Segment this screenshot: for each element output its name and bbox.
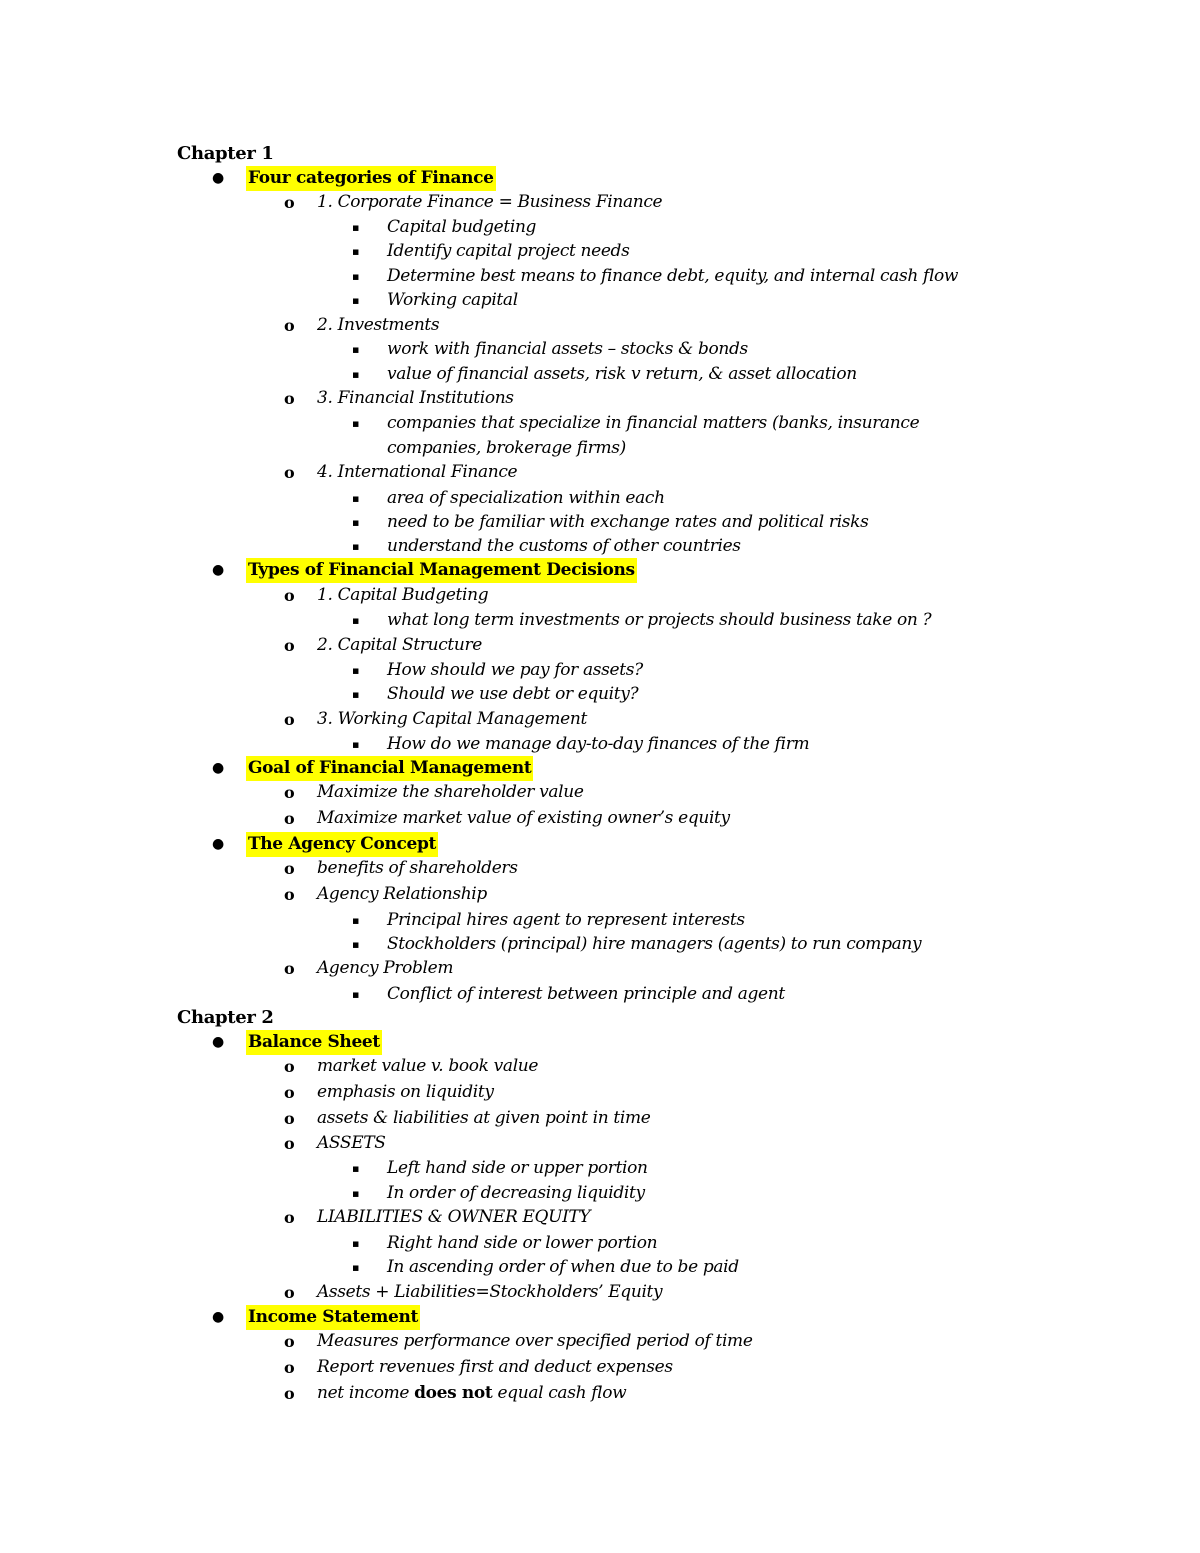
sub-item-text: In order of decreasing liquidity <box>387 1183 645 1203</box>
bullet-icon: ▪ <box>352 245 360 258</box>
list-item-text: 4. International Finance <box>317 462 518 482</box>
sub-item-text: How should we pay for assets? <box>387 660 643 680</box>
sub-item-text: How do we manage day-to-day finances of the firm <box>387 734 810 754</box>
bullet-icon: ● <box>212 1309 224 1325</box>
sub-item-text: Identify capital project needs <box>387 241 630 261</box>
sub-item-text: Conflict of interest between principle and agent <box>387 984 785 1004</box>
bullet-icon: o <box>284 463 295 482</box>
bullet-icon: ● <box>212 836 224 852</box>
sub-item-text: area of specialization within each <box>387 488 665 508</box>
bullet-icon: o <box>284 636 295 655</box>
sub-item-text: understand the customs of other countries <box>387 536 741 556</box>
sub-item-text: Right hand side or lower portion <box>387 1233 658 1253</box>
bullet-icon: ● <box>212 562 224 578</box>
bullet-icon: o <box>284 389 295 408</box>
bullet-icon: ▪ <box>352 540 360 553</box>
sub-item-text: value of financial assets, risk v return, & asset allocation <box>387 364 857 384</box>
bullet-icon: o <box>284 1057 295 1076</box>
last-item-part3: equal cash flow <box>492 1383 627 1403</box>
bullet-icon: o <box>284 885 295 904</box>
list-item-text: Report revenues first and deduct expenses <box>317 1357 673 1377</box>
sub-item-text: Determine best means to finance debt, equity, and internal cash flow <box>387 266 959 286</box>
list-item-text: 1. Capital Budgeting <box>317 585 489 605</box>
bullet-icon: ▪ <box>352 516 360 529</box>
sub-item-text: Stockholders (principal) hire managers (agents) to run company <box>387 934 922 954</box>
sub-item-text: Capital budgeting <box>387 217 537 237</box>
section-heading-text: The Agency Concept <box>246 832 438 857</box>
bullet-icon: ▪ <box>352 988 360 1001</box>
list-item-text: emphasis on liquidity <box>317 1082 494 1102</box>
bullet-icon: o <box>284 1358 295 1377</box>
bullet-icon: o <box>284 1083 295 1102</box>
list-item-text: ASSETS <box>317 1133 386 1153</box>
list-item-text: Maximize the shareholder value <box>317 782 584 802</box>
section-heading-text: Four categories of Finance <box>246 166 496 191</box>
sub-item-text: Left hand side or upper portion <box>387 1158 648 1178</box>
bullet-icon: ▪ <box>352 1162 360 1175</box>
list-item-text: 2. Capital Structure <box>317 635 482 655</box>
list-item-text: assets & liabilities at given point in time <box>317 1108 651 1128</box>
bullet-icon: o <box>284 783 295 802</box>
sub-item-text: companies that specialize in financial matters (banks, insurance companies, brokerage firms) <box>387 413 920 458</box>
bullet-icon: o <box>284 316 295 335</box>
bullet-icon: o <box>284 859 295 878</box>
sub-item-text: Should we use debt or equity? <box>387 684 639 704</box>
list-item-text: benefits of shareholders <box>317 858 518 878</box>
bullet-icon: ▪ <box>352 738 360 751</box>
sub-item-text: Principal hires agent to represent interests <box>387 910 745 930</box>
list-item-text: 1. Corporate Finance = Business Finance <box>317 192 663 212</box>
bullet-icon: o <box>284 710 295 729</box>
list-item-text: Assets + Liabilities=Stockholders’ Equity <box>317 1282 663 1302</box>
section-heading-text: Balance Sheet <box>246 1030 382 1055</box>
last-item-part1: net income <box>317 1383 415 1403</box>
bullet-icon: o <box>284 586 295 605</box>
list-item-text <box>317 1381 626 1406</box>
bullet-icon: ▪ <box>352 417 360 430</box>
list-item-text: 2. Investments <box>317 315 440 335</box>
bullet-icon: ● <box>212 170 224 186</box>
bullet-icon: ▪ <box>352 664 360 677</box>
list-item-text: 3. Financial Institutions <box>317 388 514 408</box>
sub-item-text: work with financial assets – stocks & bonds <box>387 339 748 359</box>
bullet-icon: o <box>284 193 295 212</box>
bullet-icon: ▪ <box>352 343 360 356</box>
bullet-icon: ▪ <box>352 1261 360 1274</box>
sub-item-text: Working capital <box>387 290 518 310</box>
section-heading-text: Goal of Financial Management <box>246 756 533 781</box>
sub-item-text: what long term investments or projects should business take on ? <box>387 610 932 630</box>
bullet-icon: ▪ <box>352 270 360 283</box>
bullet-icon: ▪ <box>352 614 360 627</box>
bullet-icon: ● <box>212 760 224 776</box>
bullet-icon: ▪ <box>352 938 360 951</box>
list-item-text: market value v. book value <box>317 1056 539 1076</box>
list-item-text: Agency Relationship <box>317 884 487 904</box>
section-heading-text: Income Statement <box>246 1305 420 1330</box>
bullet-icon: o <box>284 959 295 978</box>
bullet-icon: o <box>284 1384 295 1403</box>
bullet-icon: ▪ <box>352 492 360 505</box>
list-item-text: Measures performance over specified period of time <box>317 1331 753 1351</box>
chapter-1-title: Chapter 1 <box>177 143 274 164</box>
bullet-icon: o <box>284 1134 295 1153</box>
bullet-icon: ▪ <box>352 368 360 381</box>
bullet-icon: ▪ <box>352 294 360 307</box>
bullet-icon: ▪ <box>352 914 360 927</box>
bullet-icon: ▪ <box>352 221 360 234</box>
bullet-icon: ▪ <box>352 1187 360 1200</box>
list-item-text: LIABILITIES & OWNER EQUITY <box>317 1207 591 1227</box>
sub-item-text: need to be familiar with exchange rates and political risks <box>387 512 869 532</box>
list-item-text: Maximize market value of existing owner’s equity <box>317 808 730 828</box>
bullet-icon: ● <box>212 1034 224 1050</box>
last-item-emphasis: does not <box>414 1383 493 1403</box>
chapter-2-title: Chapter 2 <box>177 1007 274 1028</box>
list-item-text: 3. Working Capital Management <box>317 709 587 729</box>
bullet-icon: o <box>284 1109 295 1128</box>
sub-item-text: In ascending order of when due to be paid <box>387 1257 739 1277</box>
bullet-icon: o <box>284 1332 295 1351</box>
bullet-icon: o <box>284 809 295 828</box>
bullet-icon: ▪ <box>352 688 360 701</box>
bullet-icon: o <box>284 1208 295 1227</box>
list-item-text: Agency Problem <box>317 958 454 978</box>
section-heading-text: Types of Financial Management Decisions <box>246 558 637 583</box>
bullet-icon: ▪ <box>352 1237 360 1250</box>
bullet-icon: o <box>284 1283 295 1302</box>
